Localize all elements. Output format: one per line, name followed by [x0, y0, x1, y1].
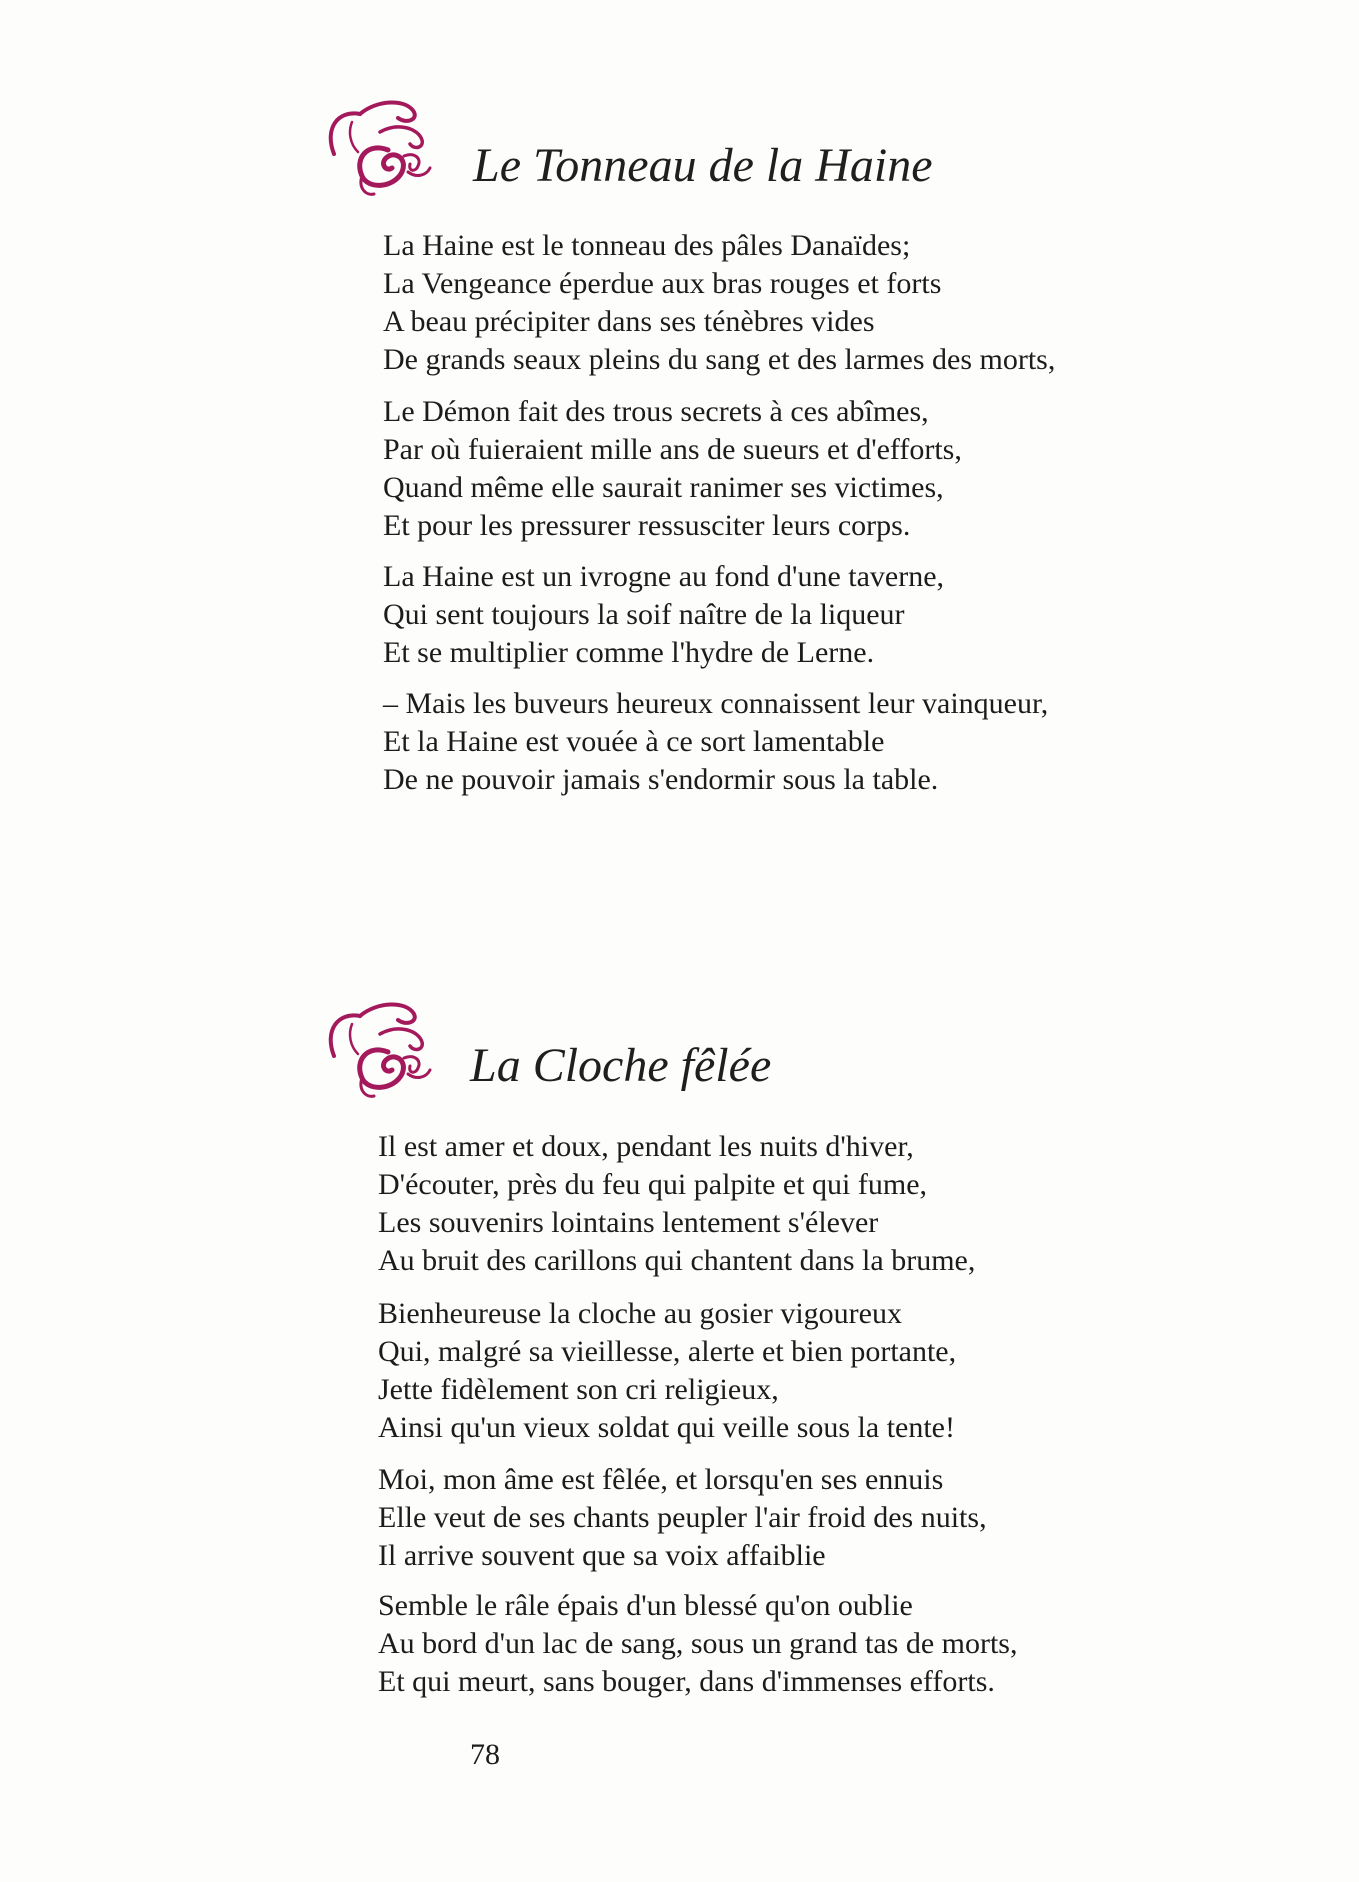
verse-line: Ainsi qu'un vieux soldat qui veille sous la tente!: [378, 1411, 955, 1444]
verse-line: La Vengeance éperdue aux bras rouges et forts: [383, 267, 942, 300]
page-number: 78: [470, 1738, 500, 1771]
verse-line: La Haine est le tonneau des pâles Danaïdes;: [383, 229, 911, 262]
stanza: [383, 227, 1055, 379]
stanza: [378, 1128, 975, 1280]
verse-line: Au bruit des carillons qui chantent dans la brume,: [378, 1244, 976, 1277]
verse-line: – Mais les buveurs heureux connaissent leur vainqueur,: [383, 687, 1049, 720]
verse-line: Semble le râle épais d'un blessé qu'on oublie: [378, 1589, 913, 1622]
stanza: [378, 1587, 1017, 1701]
verse-line: La Haine est un ivrogne au fond d'une taverne,: [383, 560, 945, 593]
verse-line: Elle veut de ses chants peupler l'air froid des nuits,: [378, 1501, 987, 1534]
poem-title: Le Tonneau de la Haine: [473, 139, 933, 192]
verse-line: De ne pouvoir jamais s'endormir sous la table.: [383, 763, 939, 796]
stanza: [378, 1295, 956, 1447]
stanza: [383, 393, 962, 545]
verse-line: Qui, malgré sa vieillesse, alerte et bien portante,: [378, 1335, 957, 1368]
verse-line: D'écouter, près du feu qui palpite et qui fume,: [378, 1168, 928, 1201]
verse-line: Et la Haine est vouée à ce sort lamentable: [383, 725, 885, 758]
verse-line: Et se multiplier comme l'hydre de Lerne.: [383, 636, 875, 669]
verse-line: Et pour les pressurer ressusciter leurs corps.: [383, 509, 911, 542]
verse-line: Par où fuieraient mille ans de sueurs et d'efforts,: [383, 433, 962, 466]
verse-line: Il arrive souvent que sa voix affaiblie: [378, 1539, 826, 1572]
stanza: [378, 1461, 987, 1575]
decorative-initial-icon: [318, 92, 448, 202]
decorative-initial-icon: [318, 994, 448, 1104]
verse-line: Au bord d'un lac de sang, sous un grand tas de morts,: [378, 1627, 1018, 1660]
verse-line: Les souvenirs lointains lentement s'élever: [378, 1206, 879, 1239]
verse-line: Et qui meurt, sans bouger, dans d'immenses efforts.: [378, 1665, 995, 1698]
verse-line: A beau précipiter dans ses ténèbres vides: [383, 305, 875, 338]
verse-line: Il est amer et doux, pendant les nuits d'hiver,: [378, 1130, 914, 1163]
verse-line: De grands seaux pleins du sang et des larmes des morts,: [383, 343, 1056, 376]
verse-line: Le Démon fait des trous secrets à ces abîmes,: [383, 395, 929, 428]
verse-line: Jette fidèlement son cri religieux,: [378, 1373, 779, 1406]
poem-title: La Cloche fêlée: [470, 1039, 772, 1092]
stanza: [383, 685, 1048, 799]
verse-line: Qui sent toujours la soif naître de la liqueur: [383, 598, 905, 631]
stanza: [383, 558, 944, 672]
verse-line: Moi, mon âme est fêlée, et lorsqu'en ses ennuis: [378, 1463, 944, 1496]
verse-line: Quand même elle saurait ranimer ses victimes,: [383, 471, 944, 504]
verse-line: Bienheureuse la cloche au gosier vigoureux: [378, 1297, 902, 1330]
